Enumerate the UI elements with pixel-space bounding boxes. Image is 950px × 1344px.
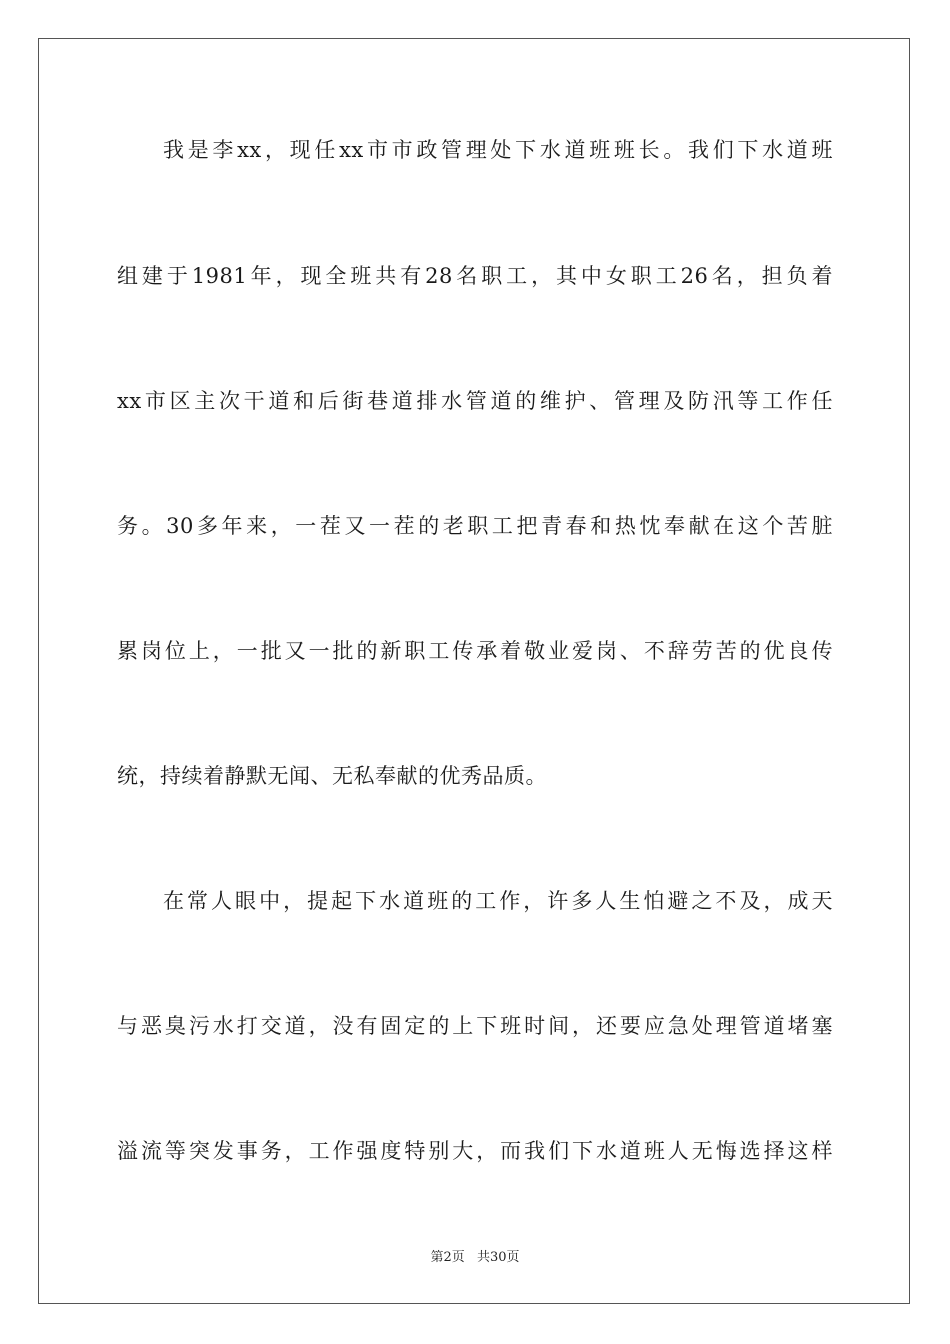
paragraph-1-line-2: 组建于1981年，现全班共有28名职工，其中女职工26名，担负着 <box>117 264 833 288</box>
page-number: 第2页 <box>430 1250 465 1265</box>
paragraph-2-line-2: 与恶臭污水打交道，没有固定的上下班时间，还要应急处理管道堵塞 <box>117 1014 833 1038</box>
page-border <box>38 38 910 1304</box>
paragraph-1-line-3: xx市区主次干道和后街巷道排水管道的维护、管理及防汛等工作任 <box>117 389 833 413</box>
paragraph-2-line-3: 溢流等突发事务，工作强度特别大，而我们下水道班人无悔选择这样 <box>117 1139 833 1163</box>
paragraph-1-line-6: 统，持续着静默无闻、无私奉献的优秀品质。 <box>117 764 547 788</box>
paragraph-1-line-4: 务。30多年来，一茬又一茬的老职工把青春和热忱奉献在这个苦脏 <box>117 514 833 538</box>
paragraph-1-line-5: 累岗位上，一批又一批的新职工传承着敬业爱岗、不辞劳苦的优良传 <box>117 639 833 663</box>
paragraph-1-line-1: 我是李xx，现任xx市市政管理处下水道班班长。我们下水道班 <box>163 138 833 162</box>
paragraph-2-line-1: 在常人眼中，提起下水道班的工作，许多人生怕避之不及，成天 <box>163 889 833 913</box>
page-footer <box>0 1246 950 1265</box>
page-total: 共30页 <box>476 1250 520 1265</box>
